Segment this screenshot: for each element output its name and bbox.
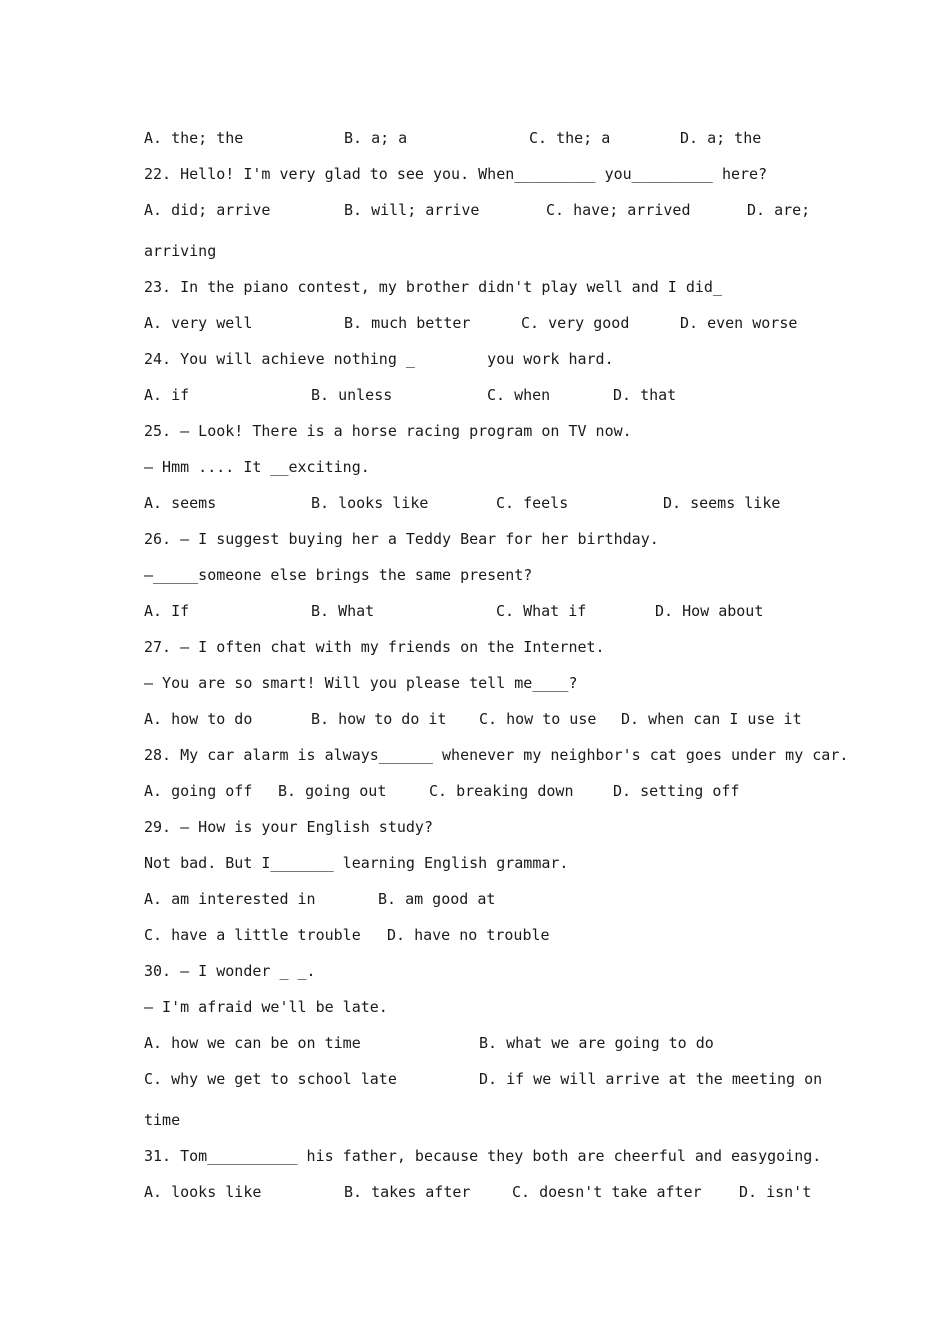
- option-c: C. What if: [496, 602, 587, 620]
- question-stem: 22. Hello! I'm very glad to see you. When_________ you_________ here?: [144, 165, 768, 183]
- option-d: D. a; the: [680, 129, 762, 147]
- option-a: A. If: [144, 602, 190, 620]
- option-a: A. going off: [144, 782, 253, 800]
- option-b: B. what we are going to do: [479, 1034, 714, 1052]
- option-c: C. doesn't take after: [512, 1183, 702, 1201]
- question-stem: 27. — I often chat with my friends on the Internet.: [144, 638, 605, 656]
- option-d: D. setting off: [613, 782, 740, 800]
- option-c: C. have; arrived: [546, 201, 691, 219]
- option-c: C. the; a: [529, 129, 611, 147]
- option-d: D. isn't: [739, 1183, 812, 1201]
- option-d: D. seems like: [663, 494, 781, 512]
- question-stem: 28. My car alarm is always______ whenever my neighbor's cat goes under my car.: [144, 746, 849, 764]
- option-b: B. unless: [311, 386, 393, 404]
- option-b: B. takes after: [344, 1183, 471, 1201]
- option-c: C. when: [487, 386, 551, 404]
- option-c: C. why we get to school late: [144, 1070, 397, 1088]
- option-a: A. looks like: [144, 1183, 262, 1201]
- option-c: C. breaking down: [429, 782, 574, 800]
- dialogue-reply: Not bad. But I_______ learning English grammar.: [144, 854, 569, 872]
- question-stem: 26. — I suggest buying her a Teddy Bear for her birthday.: [144, 530, 659, 548]
- dialogue-reply: — Hmm .... It __exciting.: [144, 458, 370, 476]
- option-d: D. How about: [655, 602, 764, 620]
- question-stem: 25. — Look! There is a horse racing program on TV now.: [144, 422, 632, 440]
- option-d: D. even worse: [680, 314, 798, 332]
- option-c: C. how to use: [479, 710, 597, 728]
- option-d-continuation: time: [144, 1111, 181, 1129]
- option-b: B. a; a: [344, 129, 408, 147]
- question-stem: 30. — I wonder _ _.: [144, 962, 316, 980]
- option-a: A. how to do: [144, 710, 253, 728]
- option-b: B. What: [311, 602, 375, 620]
- option-a: A. how we can be on time: [144, 1034, 361, 1052]
- dialogue-reply: —_____someone else brings the same present?: [144, 566, 533, 584]
- option-a: A. seems: [144, 494, 217, 512]
- option-d: D. are;: [747, 201, 811, 219]
- option-a: A. if: [144, 386, 190, 404]
- question-stem: 23. In the piano contest, my brother didn't play well and I did_: [144, 278, 722, 296]
- option-b: B. looks like: [311, 494, 429, 512]
- option-b: B. much better: [344, 314, 471, 332]
- dialogue-reply: — I'm afraid we'll be late.: [144, 998, 388, 1016]
- option-d: D. that: [613, 386, 677, 404]
- option-b: B. will; arrive: [344, 201, 480, 219]
- option-a: A. very well: [144, 314, 253, 332]
- dialogue-reply: — You are so smart! Will you please tell me____?: [144, 674, 578, 692]
- option-d: D. when can I use it: [621, 710, 802, 728]
- question-stem: 24. You will achieve nothing _ you work hard.: [144, 350, 614, 368]
- option-a: A. the; the: [144, 129, 244, 147]
- question-stem: 31. Tom__________ his father, because they both are cheerful and easygoing.: [144, 1147, 822, 1165]
- option-a: A. did; arrive: [144, 201, 271, 219]
- option-c: C. have a little trouble: [144, 926, 361, 944]
- option-d-continuation: arriving: [144, 242, 217, 260]
- option-c: C. very good: [521, 314, 630, 332]
- option-c: C. feels: [496, 494, 569, 512]
- option-a: A. am interested in: [144, 890, 316, 908]
- option-d: D. have no trouble: [387, 926, 550, 944]
- question-stem: 29. — How is your English study?: [144, 818, 433, 836]
- option-b: B. how to do it: [311, 710, 447, 728]
- option-b: B. going out: [278, 782, 387, 800]
- option-b: B. am good at: [378, 890, 496, 908]
- option-d: D. if we will arrive at the meeting on: [479, 1070, 823, 1088]
